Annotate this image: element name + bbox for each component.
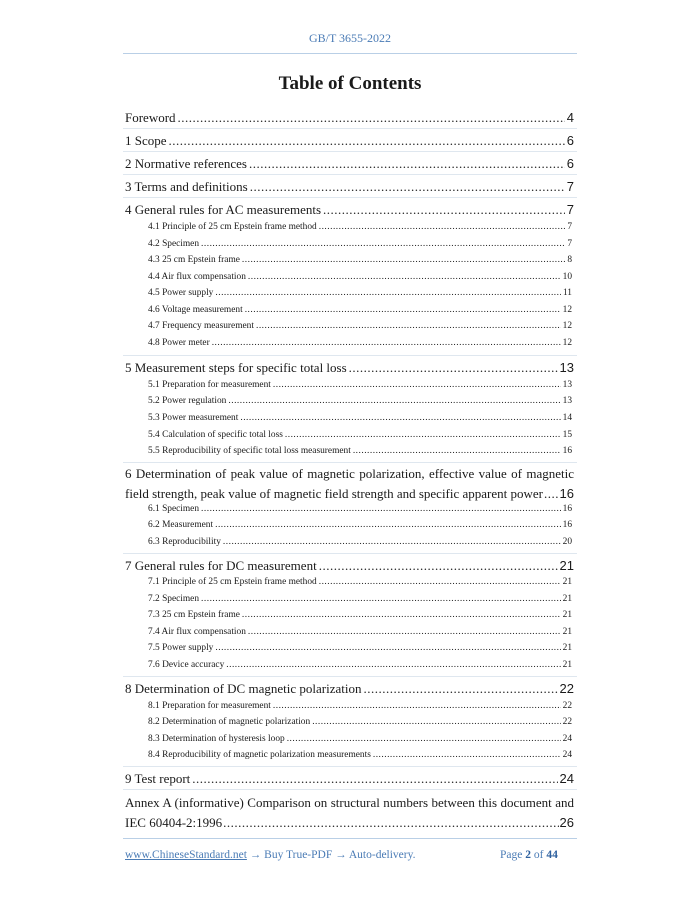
- toc-entry-page: 20: [562, 537, 572, 547]
- toc-entry-section-1[interactable]: [125, 133, 574, 149]
- toc-entry-5-4[interactable]: [148, 430, 572, 440]
- toc-entry-label: 7.1 Principle of 25 cm Epstein frame method: [148, 577, 317, 587]
- toc-entry-4-3[interactable]: [148, 255, 572, 265]
- toc-entry-page: 11: [562, 288, 572, 298]
- toc-entry-label: 5.3 Power measurement: [148, 413, 239, 423]
- toc-entry-page: 21: [562, 577, 572, 587]
- toc-entry-page: 22: [559, 681, 574, 696]
- divider: [123, 174, 577, 175]
- toc-entry-page: 10: [562, 272, 572, 282]
- toc-entry-page: 26: [559, 815, 574, 830]
- toc-entry-label: 8.3 Determination of hysteresis loop: [148, 734, 285, 744]
- divider: [123, 128, 577, 129]
- page-word: Page: [500, 849, 523, 861]
- toc-entry-page: 12: [562, 338, 572, 348]
- toc-entry-foreword[interactable]: [125, 110, 574, 126]
- toc-entry-4-7[interactable]: [148, 321, 572, 331]
- toc-entry-page: 7: [567, 222, 572, 232]
- toc-entry-5-3[interactable]: [148, 413, 572, 423]
- toc-entry-label: 8.1 Preparation for measurement: [148, 701, 271, 711]
- toc-entry-label: 1 Scope: [125, 133, 167, 148]
- toc-entry-page: 4: [566, 110, 574, 125]
- buy-link[interactable]: Buy True-PDF: [264, 849, 333, 861]
- toc-entry-page: 21: [562, 660, 572, 670]
- toc-entry-label-line-1: Annex A (informative) Comparison on structural numbers between this document and: [125, 795, 574, 810]
- toc-entry-6-2[interactable]: [148, 520, 572, 530]
- toc-entry-4-8[interactable]: [148, 338, 572, 348]
- toc-entry-6-3[interactable]: [148, 537, 572, 547]
- toc-entry-page: 12: [562, 321, 572, 331]
- toc-entry-4-2[interactable]: [148, 239, 572, 249]
- toc-entry-8-1[interactable]: [148, 701, 572, 711]
- toc-entry-section-4[interactable]: [125, 202, 574, 218]
- toc-entry-4-5[interactable]: [148, 288, 572, 298]
- toc-entry-label: 6.1 Specimen: [148, 504, 200, 514]
- toc-entry-page: 21: [562, 610, 572, 620]
- toc-entry-label: 5.2 Power regulation: [148, 396, 227, 406]
- divider: [123, 197, 577, 198]
- toc-entry-section-8[interactable]: [125, 681, 574, 697]
- toc-entry-page: 15: [562, 430, 572, 440]
- divider: [123, 462, 577, 463]
- divider: [123, 676, 577, 677]
- toc-entry-6-1[interactable]: [148, 504, 572, 514]
- footer-promo: [125, 849, 416, 861]
- toc-entry-page: 14: [562, 413, 572, 423]
- toc-entry-4-4[interactable]: [148, 272, 572, 282]
- toc-entry-label: 5.4 Calculation of specific total loss: [148, 430, 283, 440]
- toc-entry-4-1[interactable]: [148, 222, 572, 232]
- toc-entry-page: 13: [562, 380, 572, 390]
- toc-entry-label: 8 Determination of DC magnetic polarization: [125, 681, 362, 696]
- toc-entry-page: 6: [566, 133, 574, 148]
- toc-entry-label: 3 Terms and definitions: [125, 179, 248, 194]
- toc-entry-page: 22: [562, 717, 572, 727]
- divider: [123, 355, 577, 356]
- toc-entry-section-3[interactable]: [125, 179, 574, 195]
- toc-entry-label: 7.4 Air flux compensation: [148, 627, 246, 637]
- toc-entry-page: 24: [559, 771, 574, 786]
- toc-entry-label: 8.2 Determination of magnetic polarization: [148, 717, 311, 727]
- toc-entry-page: 12: [562, 305, 572, 315]
- toc-entry-label: 7.5 Power supply: [148, 643, 214, 653]
- toc-entry-page: 21: [562, 594, 572, 604]
- toc-entry-5-1[interactable]: [148, 380, 572, 390]
- toc-entry-label: 6.3 Reproducibility: [148, 537, 221, 547]
- delivery-text: Auto-delivery.: [348, 849, 416, 861]
- toc-entry-8-3[interactable]: [148, 734, 572, 744]
- divider: [123, 151, 577, 152]
- toc-entry-page: 24: [562, 750, 572, 760]
- toc-entry-4-6[interactable]: [148, 305, 572, 315]
- toc-entry-7-2[interactable]: [148, 594, 572, 604]
- toc-entry-7-3[interactable]: [148, 610, 572, 620]
- toc-entry-label: 7 General rules for DC measurement: [125, 558, 317, 573]
- divider: [123, 789, 577, 790]
- toc-entry-label-line-2: field strength, peak value of magnetic field strength and specific apparent power: [125, 486, 544, 501]
- toc-entry-page: 7: [566, 179, 574, 194]
- toc-entry-page: 16: [562, 520, 572, 530]
- toc-entry-label: 4.5 Power supply: [148, 288, 214, 298]
- toc-entry-label: 4.4 Air flux compensation: [148, 272, 246, 282]
- page-of: of: [533, 849, 544, 861]
- toc-entry-page: 16: [559, 486, 574, 501]
- toc-entry-5-2[interactable]: [148, 396, 572, 406]
- toc-entry-page: 22: [562, 701, 572, 711]
- toc-entry-label: 4.3 25 cm Epstein frame: [148, 255, 240, 265]
- header-divider: [123, 53, 577, 54]
- arrow-right-icon: →: [249, 849, 262, 861]
- toc-entry-section-2[interactable]: [125, 156, 574, 172]
- toc-entry-label: 5.1 Preparation for measurement: [148, 380, 271, 390]
- standard-code: GB/T 3655-2022: [308, 31, 392, 45]
- toc-entry-label: 5 Measurement steps for specific total loss: [125, 360, 347, 375]
- page-current: 2: [525, 849, 531, 861]
- toc-entry-label: 6.2 Measurement: [148, 520, 214, 530]
- toc-entry-8-2[interactable]: [148, 717, 572, 727]
- toc-entry-section-5[interactable]: [125, 360, 574, 376]
- site-link[interactable]: www.ChineseStandard.net: [125, 849, 247, 861]
- toc-entry-page: 21: [559, 558, 574, 573]
- toc-entry-section-9[interactable]: [125, 771, 574, 787]
- toc-entry-7-1[interactable]: [148, 577, 572, 587]
- toc-entry-page: 7: [567, 239, 572, 249]
- toc-entry-label-line-1: 6 Determination of peak value of magnetic polarization, effective value of magnetic: [125, 466, 574, 481]
- page-number: [500, 849, 558, 861]
- toc-entry-page: 21: [562, 643, 572, 653]
- toc-entry-label: 4.7 Frequency measurement: [148, 321, 254, 331]
- divider: [123, 553, 577, 554]
- toc-entry-page: 8: [567, 255, 572, 265]
- toc-entry-7-6[interactable]: [148, 660, 572, 670]
- toc-entry-label: 4.2 Specimen: [148, 239, 200, 249]
- toc-entry-label: 2 Normative references: [125, 156, 247, 171]
- toc-entry-annex-a[interactable]: [125, 793, 574, 833]
- toc-entry-label: 4.1 Principle of 25 cm Epstein frame method: [148, 222, 317, 232]
- footer-divider: [123, 838, 577, 839]
- toc-entry-page: 7: [566, 202, 574, 217]
- toc-entry-label: 7.3 25 cm Epstein frame: [148, 610, 240, 620]
- toc-entry-label: 4 General rules for AC measurements: [125, 202, 322, 217]
- toc-entry-label: 7.2 Specimen: [148, 594, 200, 604]
- toc-entry-page: 16: [562, 446, 572, 456]
- toc-entry-7-5[interactable]: [148, 643, 572, 653]
- toc-entry-label: 8.4 Reproducibility of magnetic polarization measurements: [148, 750, 371, 760]
- toc-entry-page: 21: [562, 627, 572, 637]
- toc-entry-label: 7.6 Device accuracy: [148, 660, 225, 670]
- toc-entry-7-4[interactable]: [148, 627, 572, 637]
- arrow-right-icon: →: [335, 849, 347, 861]
- toc-entry-label: Foreword: [125, 110, 176, 125]
- toc-entry-label: 9 Test report: [125, 771, 191, 786]
- toc-entry-label-line-2: IEC 60404-2:1996: [125, 815, 223, 830]
- toc-entry-page: 13: [559, 360, 574, 375]
- toc-entry-5-5[interactable]: [148, 446, 572, 456]
- page-total: 44: [546, 849, 558, 861]
- toc-entry-section-6[interactable]: [125, 464, 574, 504]
- toc-entry-section-7[interactable]: [125, 558, 574, 574]
- toc-entry-label: 4.8 Power meter: [148, 338, 210, 348]
- toc-entry-label: 4.6 Voltage measurement: [148, 305, 243, 315]
- toc-entry-page: 6: [566, 156, 574, 171]
- toc-entry-label: 5.5 Reproducibility of specific total loss measurement: [148, 446, 351, 456]
- toc-entry-page: 24: [562, 734, 572, 744]
- toc-entry-page: 13: [562, 396, 572, 406]
- toc-entry-8-4[interactable]: [148, 750, 572, 760]
- toc-entry-page: 16: [562, 504, 572, 514]
- page-title: Table of Contents: [278, 73, 422, 94]
- divider: [123, 766, 577, 767]
